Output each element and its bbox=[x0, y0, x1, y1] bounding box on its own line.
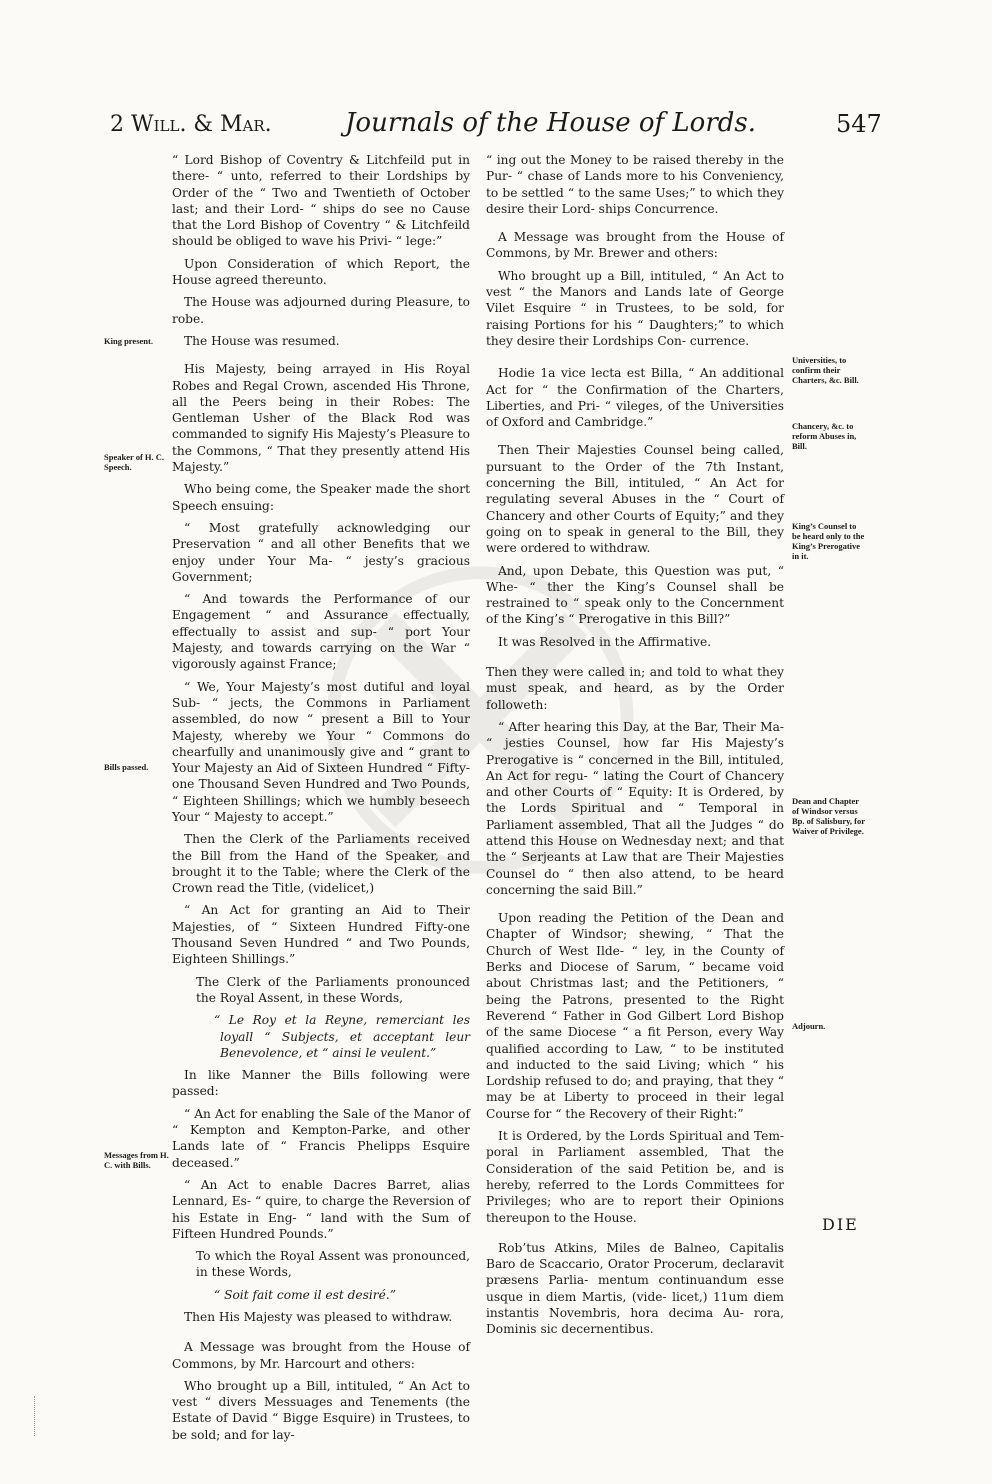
paragraph: Who being come, the Speaker made the short Speech ensuing: bbox=[172, 482, 470, 513]
journal-title: Journals of the House of Lords. bbox=[345, 108, 757, 138]
paragraph: “ Soit fait come il est desiré.” bbox=[214, 1287, 396, 1302]
paragraph: “ An Act for enabling the Sale of the Manor of “ Kempton and Kempton-Parke, and other Lands late of “ Francis Phelipps Esquire deceased.” bbox=[172, 1106, 470, 1170]
paragraph: The Clerk of the Parliaments pronounced the Royal Assent, in these Words, bbox=[196, 974, 470, 1005]
margin-note-kings-counsel: King’s Counsel to be heard only to the King’s Prerogative in it. bbox=[792, 521, 865, 561]
margin-note-adjourn: Adjourn. bbox=[792, 1021, 826, 1031]
paragraph: “ An Act to enable Dacres Barret, alias Lennard, Es‑ “ quire, to charge the Reversion of his Estate in Eng‑ “ land with the Sum of Fifteen Hundred Pounds.” bbox=[172, 1177, 470, 1241]
paragraph: Then Their Majesties Counsel being called, pursuant to the Order of the 7th Instant, concerning the Bill, intituled, “ An Act for regulating several Abuses in the “ Court of Chancery and other Courts of Equity;” and they going on to speak in general to the Bill, they were ordered to withdraw. bbox=[486, 443, 784, 556]
paragraph: Rob’tus Atkins, Miles de Balneo, Capitalis Baro de Scaccario, Orator Procerum, declaravit præsens Parlia‑ mentum continuandum esse usque in diem Martis, (vide‑ licet,) 11um diem instantis Novembris, hora decima Au‑ rora, Dominis sic decernentibus. bbox=[486, 1240, 784, 1337]
margin-note-chancery: Chancery, &c. to reform Abuses in, Bill. bbox=[792, 421, 857, 451]
paragraph: Then the Clerk of the Parliaments received the Bill from the Hand of the Speaker, and brought it to the Table; where the Clerk of the Crown read the Title, (videlicet,) bbox=[172, 832, 470, 896]
paragraph: “ Le Roy et la Reyne, remerciant les loyall “ Subjects, et acceptant leur Benevolence, et “ ainsi le veulent.” bbox=[214, 1013, 470, 1060]
paragraph: “ Lord Bishop of Coventry & Litchfeild put in there‑ “ unto, referred to their Lordships by Order of the “ Two and Twentieth of October last; and their Lord‑ “ ships do see no Cause that the Lord Bishop of Coventry “ & Litchfeild should be obliged to wave his Privi‑ “ lege:” bbox=[172, 153, 470, 249]
right-column bbox=[486, 152, 784, 1344]
paragraph: And, upon Debate, this Question was put, “ Whe‑ “ ther the King’s Counsel shall be restrained to “ speak only to the Concernment of the King’s “ Prerogative in this Bill?” bbox=[486, 563, 784, 627]
page-header bbox=[0, 108, 992, 152]
paragraph: Who brought up a Bill, intituled, “ An Act to vest “ the Manors and Lands late of George Vilet Esquire “ in Trustees, to be sold, for raising Portions for his “ Daughters;” to which they desire their Lordships Con‑ currence. bbox=[486, 268, 784, 348]
paragraph: “ An Act for granting an Aid to Their Majesties, of “ Sixteen Hundred Fifty-one Thousand Seven Hundred “ and Two Pounds, Eighteen Shillings.” bbox=[172, 903, 470, 967]
paragraph: Upon Consideration of which Report, the House agreed thereunto. bbox=[172, 256, 470, 288]
paragraph: “ And towards the Performance of our Engagement “ and Assurance effectually, effectually to assist and sup‑ “ port Your Majesty, and towards carrying on the War “ vigorously against France; bbox=[172, 592, 470, 672]
paragraph: A Message was brought from the House of Commons, by Mr. Harcourt and others: bbox=[172, 1340, 470, 1371]
margin-note-universities: Universities, to confirm their Charters, &c. Bill. bbox=[792, 355, 859, 385]
paragraph: To which the Royal Assent was pronounced, in these Words, bbox=[196, 1249, 470, 1280]
margin-note-messages: Messages from H. C. with Bills. bbox=[104, 1150, 169, 1170]
paragraph: It is Ordered, by the Lords Spiritual and Tem‑ poral in Parliament assembled, That the Consideration of the said Petition be, and is hereby, referred to the Lords Committees for Privileges; who are to report their Opinions thereupon to the House. bbox=[486, 1129, 784, 1225]
paragraph: Then they were called in; and told to what they must speak, and heard, as by the Order followeth: bbox=[486, 665, 784, 712]
paragraph: Who brought up a Bill, intituled, “ An Act to vest “ divers Messuages and Tenements (the Estate of David “ Bigge Esquire) in Trustees, to be sold; and for lay‑ bbox=[172, 1378, 470, 1442]
paragraph: The House was resumed. bbox=[184, 333, 340, 348]
paragraph: Hodie 1a vice lecta est Billa, “ An additional Act for “ the Confirmation of the Charters, Liberties, and Pri‑ “ vileges, of the Universities of Oxford and Cambridge.” bbox=[486, 366, 784, 430]
paragraph: “ ing out the Money to be raised thereby in the Pur‑ “ chase of Lands more to his Conveniency, to be settled “ to the same Uses;” to which they desire their Lord‑ ships Concurrence. bbox=[486, 153, 784, 216]
paragraph: “ We, Your Majesty’s most dutiful and loyal Sub‑ “ jects, the Commons in Parliament assembled, do now “ present a Bill to Your Majesty, whereby we Your “ Commons do chearfully and unanimously give and “ grant to Your Majesty an Aid of Sixteen Hundred “ Fifty-one Thousand Seven Hundred and Two Pounds, “ Eighteen Shillings; which we humbly beseech Your “ Majesty to accept.” bbox=[172, 679, 470, 824]
left-column bbox=[172, 152, 470, 1449]
paragraph: The House was adjourned during Pleasure, to robe. bbox=[172, 295, 470, 326]
paragraph: “ After hearing this Day, at the Bar, Their Ma‑ “ jesties Counsel, how far His Majesty’s Prerogative is “ concerned in the Bill, intituled, An Act for regu‑ “ lating the Court of Chancery and other Courts of “ Equity: It is Ordered, by the Lords Spiritual and “ Temporal in Parliament assembled, That all the Judges “ do attend this House on Wednesday next; and that the “ Serjeants at Law that are Their Majesties Counsel do “ then also attend, to be heard concerning the said Bill.” bbox=[486, 719, 784, 897]
margin-note-speaker-speech: Speaker of H. C. Speech. bbox=[104, 452, 165, 472]
paragraph: “ Most gratefully acknowledging our Preservation “ and all other Benefits that we enjoy under Your Ma‑ “ jesty’s gracious Government; bbox=[172, 520, 470, 584]
page-number: 547 bbox=[836, 110, 882, 138]
paragraph: It was Resolved in the Affirmative. bbox=[498, 634, 712, 649]
regnal-year: 2 Will. & Mar. bbox=[110, 112, 272, 137]
margin-note-king-present: King present. bbox=[104, 336, 153, 346]
gutter-mark bbox=[34, 1396, 43, 1436]
paragraph: Upon reading the Petition of the Dean and Chapter of Windsor; shewing, “ That the Church of West Ilde‑ “ ley, in the County of Berks and Diocese of Sarum, “ became void about Christmas last; and the Petitioners, “ being the Patrons, presented to the Right Reverend “ Father in God Gilbert Lord Bishop of the same Diocese “ a fit Person, every Way qualified according to Law, “ to be instituted and inducted to the said Living; which “ his Lordship refused to do; and praying, that they “ may be at Liberty to proceed in their legal Course for “ the Recovery of their Right:” bbox=[486, 911, 784, 1121]
paragraph: In like Manner the Bills following were passed: bbox=[172, 1068, 470, 1099]
paragraph: A Message was brought from the House of Commons, by Mr. Brewer and others: bbox=[486, 230, 784, 261]
catchword: DIE bbox=[822, 1215, 859, 1234]
paragraph: His Majesty, being arrayed in His Royal Robes and Regal Crown, ascended His Throne, all the Peers being in their Robes: The Gentleman Usher of the Black Rod was commanded to signify His Majesty’s Pleasure to the Commons, “ That they presently attend His Majesty.” bbox=[172, 362, 470, 475]
margin-note-bills-passed: Bills passed. bbox=[104, 762, 149, 772]
margin-note-dean-windsor: Dean and Chapter of Windsor versus Bp. of Salisbury, for Waiver of Privilege. bbox=[792, 796, 865, 836]
paragraph: Then His Majesty was pleased to withdraw. bbox=[184, 1310, 453, 1324]
